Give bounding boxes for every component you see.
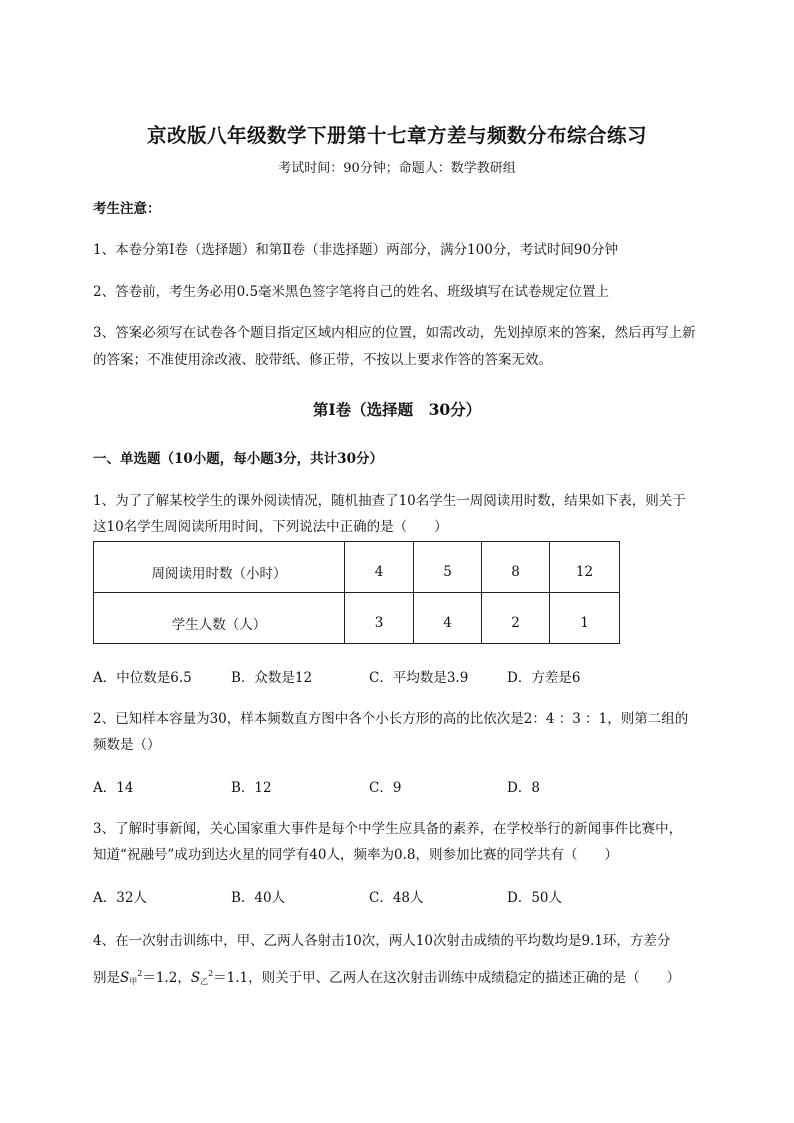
option-d[interactable]: D．50人 — [507, 890, 563, 906]
section-title: 第Ⅰ卷（选择题 30分） — [312, 400, 482, 419]
table-row — [94, 593, 620, 644]
table-row — [94, 542, 620, 593]
question-3-line-1: 3、了解时事新闻，关心国家重大事件是每个中学生应具备的素养，在学校举行的新闻事件比赛中， — [93, 821, 683, 837]
table-cell: 12 — [550, 542, 620, 593]
notice-item-3-cont: 的答案；不准使用涂改液、胶带纸、修正带，不按以上要求作答的答案无效。 — [93, 352, 552, 368]
table-row-label: 周阅读用时数（小时） — [94, 542, 345, 593]
table-cell: 8 — [482, 542, 550, 593]
subscript-yi: 乙 — [200, 977, 209, 986]
table-cell: 5 — [414, 542, 482, 593]
superscript: 2 — [137, 969, 143, 978]
table-row-label: 学生人数（人） — [94, 593, 345, 644]
question-3-options — [93, 888, 753, 908]
table-cell: 4 — [345, 542, 414, 593]
question-2-line-2: 频数是（） — [93, 737, 161, 753]
option-a[interactable]: A．32人 — [93, 890, 147, 906]
question-1-line-2: 这10名学生周阅读所用时间，下列说法中正确的是（ ） — [93, 519, 448, 535]
notice-item-1: 1、本卷分第Ⅰ卷（选择题）和第Ⅱ卷（非选择题）两部分，满分100分，考试时间90分钟 — [93, 242, 619, 258]
question-2-options — [93, 778, 753, 798]
option-c[interactable]: C．平均数是3.9 — [369, 670, 469, 686]
table-cell: 3 — [345, 593, 414, 644]
page-title: 京改版八年级数学下册第十七章方差与频数分布综合练习 — [146, 124, 647, 147]
superscript: 2 — [208, 969, 214, 978]
question-1-options — [93, 668, 753, 688]
option-b[interactable]: B．40人 — [231, 890, 286, 906]
question-2-line-1: 2、已知样本容量为30，样本频数直方图中各个小长方形的高的比依次是2：4 ：3 ：1，则第二组的 — [93, 711, 689, 727]
option-d[interactable]: D．8 — [507, 780, 540, 796]
question-4-prefix: 别是 — [93, 970, 120, 986]
table-cell: 2 — [482, 593, 550, 644]
option-d[interactable]: D．方差是6 — [507, 670, 581, 686]
question-4-line-2 — [93, 960, 753, 995]
option-a[interactable]: A．中位数是6.5 — [93, 670, 192, 686]
variance-symbol: S — [120, 970, 130, 986]
notice-item-3: 3、答案必须写在试卷各个题目指定区域内相应的位置，如需改动，先划掉原来的答案，然后再写上新 — [93, 325, 696, 341]
table-cell: 1 — [550, 593, 620, 644]
option-b[interactable]: B．众数是12 — [231, 670, 313, 686]
option-c[interactable]: C．9 — [369, 780, 402, 796]
question-3-line-2: 知道“祝融号”成功到达火星的同学有40人，频率为0.8，则参加比赛的同学共有（ ） — [93, 847, 618, 863]
notice-item-2: 2、答卷前，考生务必用0.5毫米黑色签字笔将自己的姓名、班级填写在试卷规定位置上 — [93, 284, 610, 300]
option-c[interactable]: C．48人 — [369, 890, 424, 906]
page-subtitle: 考试时间：90分钟；命题人：数学教研组 — [278, 161, 516, 176]
question-4-line-1: 4、在一次射击训练中，甲、乙两人各射击10次，两人10次射击成绩的平均数均是9.1环，方差分 — [93, 933, 671, 949]
table-cell: 4 — [414, 593, 482, 644]
variance-yi-value: ＝1.1，则关于甲、乙两人在这次射击训练中成绩稳定的描述正确的是（ ） — [213, 970, 681, 986]
variance-symbol: S — [190, 970, 201, 986]
part-title: 一、单选题（10小题，每小题3分，共计30分） — [93, 451, 383, 467]
option-b[interactable]: B．12 — [231, 780, 272, 796]
reading-time-table — [93, 541, 620, 644]
question-1-line-1: 1、为了了解某校学生的课外阅读情况，随机抽查了10名学生一周阅读用时数，结果如下表，则关于 — [93, 493, 686, 509]
notice-heading: 考生注意： — [93, 201, 161, 217]
option-a[interactable]: A．14 — [93, 780, 134, 796]
subscript-jia: 甲 — [129, 977, 138, 986]
variance-jia-value: ＝1.2， — [142, 970, 191, 986]
